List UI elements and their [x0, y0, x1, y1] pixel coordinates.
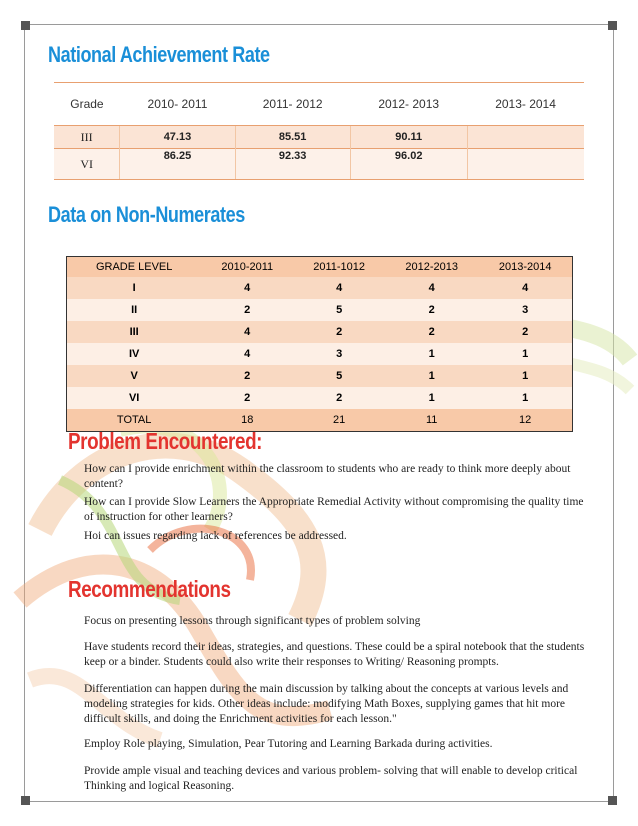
table-row [67, 277, 573, 299]
table-cell: 1 [522, 392, 529, 404]
recommendation-item: Provide ample visual and teaching devices and various problem- solving that will enable to develop critical Thinking and logical Reasoning. [84, 765, 578, 792]
table-cell: 12 [519, 414, 532, 426]
page-corner-mark [608, 796, 617, 805]
table-cell: 1 [428, 392, 435, 404]
table-cell: 92.33 [235, 149, 350, 180]
column-header: 2010- 2011 [120, 83, 235, 126]
table-cell: III [129, 326, 139, 338]
column-header: GRADE LEVEL [95, 261, 173, 273]
achievement-heading: National Achievement Rate [48, 42, 270, 67]
page-border-left [24, 24, 25, 802]
column-header: 2010-2011 [221, 261, 274, 273]
page-corner-mark [608, 21, 617, 30]
table-row [67, 387, 573, 409]
column-header: 2012-2013 [405, 261, 459, 273]
table-cell: 11 [426, 414, 438, 426]
table-cell: 2 [244, 370, 251, 382]
non-numerates-heading: Data on Non-Numerates [48, 202, 245, 227]
column-header: 2012- 2013 [350, 83, 467, 126]
table-cell: 86.25 [120, 149, 235, 180]
column-header: 2011-1012 [313, 261, 366, 273]
table-cell: III [54, 126, 120, 149]
table-cell: 2 [244, 392, 251, 404]
table-cell: 1 [428, 370, 435, 382]
table-cell: 4 [522, 282, 529, 294]
table-row [67, 343, 573, 365]
table-cell: 2 [336, 326, 343, 338]
table-cell: 90.11 [350, 126, 467, 149]
problem-heading: Problem Encountered: [68, 428, 263, 454]
table-cell: 5 [336, 370, 343, 382]
column-header: 2013-2014 [498, 261, 552, 273]
table-cell [467, 149, 584, 180]
page-border-bottom [24, 801, 614, 802]
table-cell: 4 [244, 282, 251, 294]
table-cell: VI [54, 149, 120, 180]
table-cell: II [131, 304, 138, 316]
achievement-table-header [54, 83, 584, 126]
table-cell: VI [128, 392, 140, 404]
column-header: 2013- 2014 [467, 83, 584, 126]
table-cell: 3 [522, 304, 529, 316]
achievement-table [54, 82, 584, 180]
non-numerates-table-header [67, 257, 573, 278]
table-row [67, 365, 573, 387]
table-cell: 2 [336, 392, 343, 404]
column-header: Grade [54, 83, 120, 126]
table-cell: TOTAL [116, 414, 152, 426]
table-cell: IV [128, 348, 140, 360]
problem-item: How can I provide Slow Learners the Appropriate Remedial Activity without compromising the quality time of instruction for other learners? [84, 496, 584, 523]
table-cell: 21 [333, 414, 346, 426]
table-cell: 1 [522, 348, 529, 360]
page-corner-mark [21, 21, 30, 30]
recommendation-item: Differentiation can happen during the main discussion by talking about the concepts at various levels and modeling strategies for kids. Other ideas include: modifying Math Boxes, supplying games that hit more difficult skills, and doing the Enrichment activities for each lesson." [84, 683, 569, 725]
table-cell: 3 [336, 348, 343, 360]
recommendation-item: Have students record their ideas, strategies, and questions. These could be a spiral notebook that the students keep or a binder. Students could also write their responses to Writing/ Reasoning prompts. [84, 641, 585, 668]
table-cell: I [132, 282, 136, 294]
column-header: 2011- 2012 [235, 83, 350, 126]
table-cell: 85.51 [235, 126, 350, 149]
table-cell: V [130, 370, 138, 382]
recommendations-heading: Recommendations [68, 576, 231, 602]
table-cell [467, 126, 584, 149]
table-row [67, 299, 573, 321]
page-corner-mark [21, 796, 30, 805]
table-row [67, 321, 573, 343]
recommendation-item: Focus on presenting lessons through significant types of problem solving [84, 615, 421, 627]
table-cell: 4 [244, 348, 251, 360]
table-cell: 18 [241, 414, 254, 426]
problem-item: Hoi can issues regarding lack of references be addressed. [84, 530, 347, 542]
table-cell: 2 [428, 326, 435, 338]
table-cell: 2 [428, 304, 435, 316]
table-cell: 4 [244, 326, 251, 338]
recommendation-item: Employ Role playing, Simulation, Pear Tutoring and Learning Barkada during activities. [84, 738, 493, 750]
page-border-top [24, 24, 614, 25]
table-cell: 2 [244, 304, 251, 316]
table-row [54, 149, 584, 180]
table-cell: 1 [522, 370, 529, 382]
table-cell: 4 [428, 282, 435, 294]
table-cell: 2 [522, 326, 529, 338]
table-cell: 47.13 [120, 126, 235, 149]
page-border-right [613, 24, 614, 802]
table-cell: 1 [428, 348, 435, 360]
table-cell: 5 [336, 304, 343, 316]
non-numerates-table [66, 256, 573, 432]
table-cell: 4 [336, 282, 343, 294]
table-row [54, 126, 584, 149]
problem-item: How can I provide enrichment within the classroom to students who are ready to think more deeply about content? [84, 463, 571, 490]
table-cell: 96.02 [350, 149, 467, 180]
